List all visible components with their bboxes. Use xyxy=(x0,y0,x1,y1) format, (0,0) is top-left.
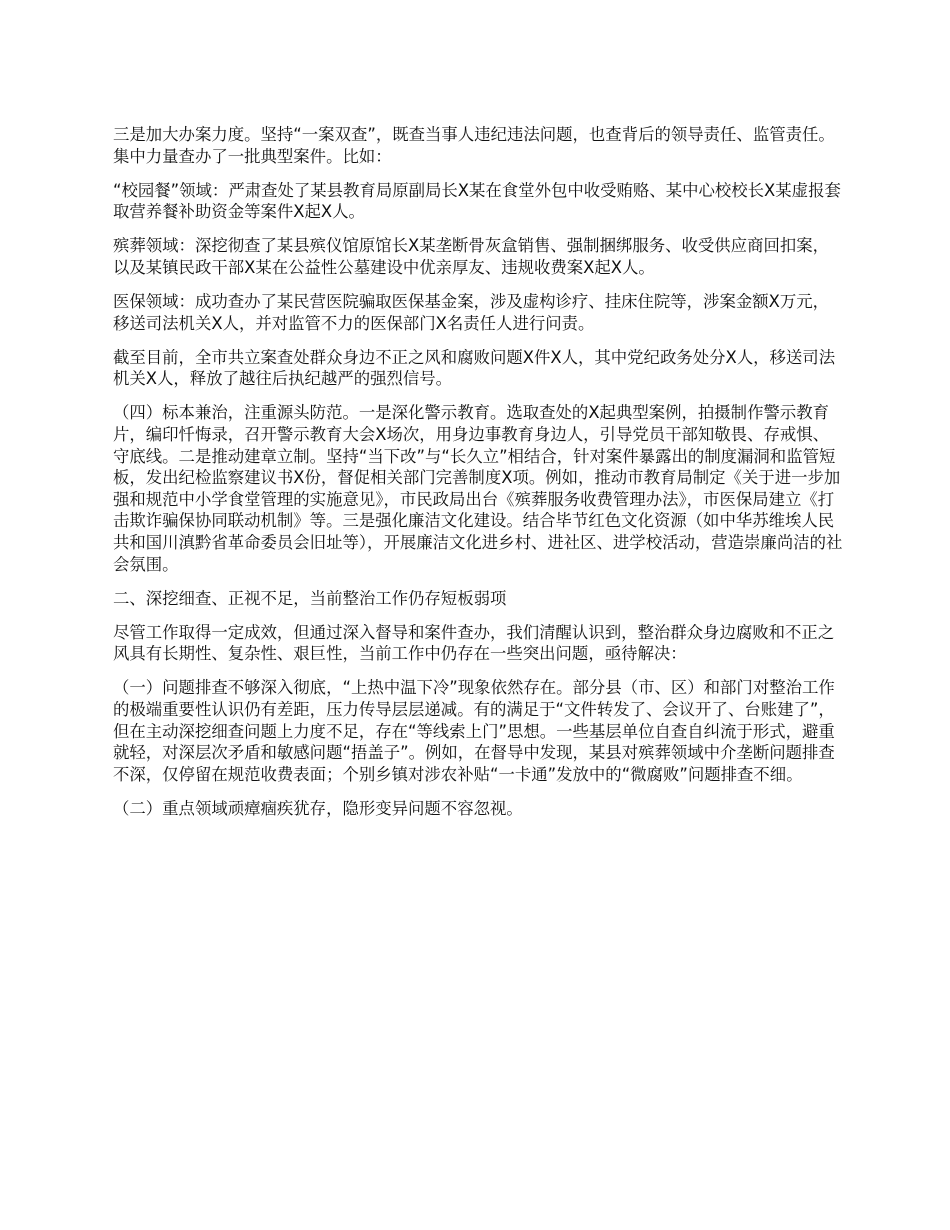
paragraph-funeral: 殡葬领域：深挖彻查了某县殡仪馆原馆长X某垄断骨灰盒销售、强制捆绑服务、收受供应商回扣案，以及某镇民政干部X某在公益性公墓建设中优亲厚友、违规收费案X起X人。 xyxy=(113,236,830,277)
paragraph-medical-insurance: 医保领域：成功查办了某民营医院骗取医保基金案，涉及虚构诊疗、挂床住院等，涉案金额X万元，移送司法机关X人，并对监管不力的医保部门X名责任人进行问责。 xyxy=(113,292,830,333)
paragraph-statistics: 截至目前，全市共立案查处群众身边不正之风和腐败问题X件X人，其中党纪政务处分X人，移送司法机关X人，释放了越往后执纪越严的强烈信号。 xyxy=(113,347,836,389)
section-heading-shortcomings: 二、深挖细查、正视不足，当前整治工作仍存短板弱项 xyxy=(113,588,507,608)
paragraph-problem-one: （一）问题排查不够深入彻底，“上热中温下冷”现象依然存在。部分县（市、区）和部门对整治工作的极端重要性认识仍有差距，压力传导层层递减。有的满足于“文件转发了、会议开了、台账建了”，但在主动深挖细查问题上力度不足，存在“等线索上门”思想。一些基层单位自查自纠流于形式，避重就轻，对深层次矛盾和敏感问题“捂盖子”。例如，在督导中发现，某县对殡葬领域中介垄断问题排查不深，仅停留在规范收费表面；个别乡镇对涉农补贴“一卡通”发放中的“微腐败”问题排查不细。 xyxy=(113,678,835,784)
paragraph-case-handling: 三是加大办案力度。坚持“一案双查”，既查当事人违纪违法问题，也查背后的领导责任、监管责任。集中力量查办了一批典型案件。比如： xyxy=(113,125,835,166)
paragraph-problem-two: （二）重点领域顽瘴痼疾犹存，隐形变异问题不容忽视。 xyxy=(113,798,523,818)
document-body xyxy=(113,124,843,832)
paragraph-prevention: （四）标本兼治，注重源头防范。一是深化警示教育。选取查处的X起典型案例，拍摄制作警示教育片，编印忏悔录，召开警示教育大会X场次，用身边事教育身边人，引导党员干部知敬畏、存戒惧、守底线。二是推动建章立制。坚持“当下改”与“长久立”相结合，针对案件暴露出的制度漏洞和监管短板，发出纪检监察建议书X份，督促相关部门完善制度X项。例如，推动市教育局制定《关于进一步加强和规范中小学食堂管理的实施意见》，市民政局出台《殡葬服务收费管理办法》，市医保局建立《打击欺诈骗保协同联动机制》等。三是强化廉洁文化建设。结合毕节红色文化资源（如中华苏维埃人民共和国川滇黔省革命委员会旧址等），开展廉洁文化进乡村、进社区、进学校活动，营造崇廉尚洁的社会氛围。 xyxy=(113,403,843,574)
paragraph-school-meals: “校园餐”领域：严肃查处了某县教育局原副局长X某在食堂外包中收受贿赂、某中心校校长X某虚报套取营养餐补助资金等案件X起X人。 xyxy=(113,180,841,222)
paragraph-shortcomings-intro: 尽管工作取得一定成效，但通过深入督导和案件查办，我们清醒认识到，整治群众身边腐败和不正之风具有长期性、复杂性、艰巨性，当前工作中仍存在一些突出问题，亟待解决： xyxy=(113,622,835,664)
